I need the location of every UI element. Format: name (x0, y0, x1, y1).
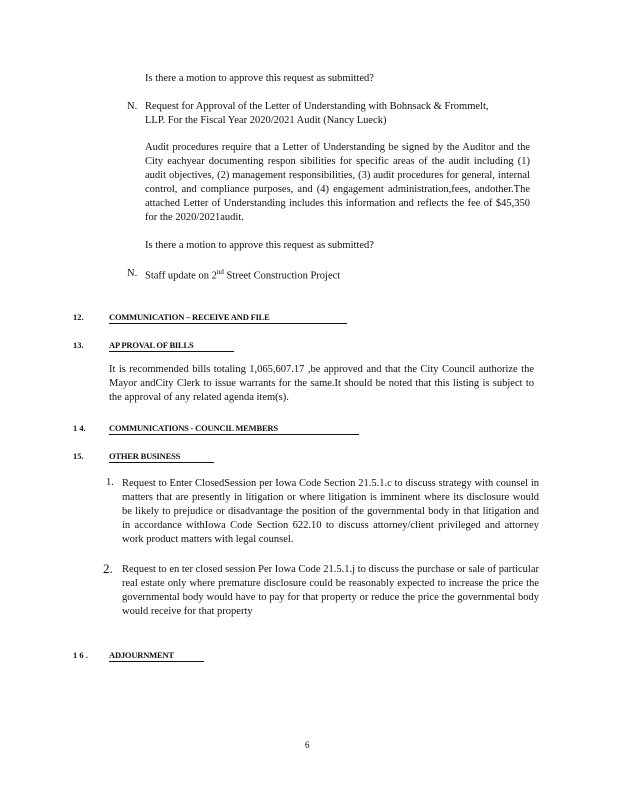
section-16-number: 1 6 . (73, 650, 88, 660)
motion-question-1: Is there a motion to approve this request as submitted? (145, 73, 374, 84)
section-13-body: It is recommended bills totaling 1,065,607.17 ,be approved and that the City Council authorize the Mayor andCity Clerk to issue warrants for the same.It should be noted that this listing is subject to the approval of any related agenda item(s). (109, 364, 534, 403)
item-n-letter: N. (127, 101, 138, 112)
page-number: 6 (305, 740, 310, 750)
section-14-title: COMMUNICATIONS - COUNCIL MEMBERS (109, 423, 359, 435)
item-n2-text-b: Street Construction Project (223, 270, 341, 282)
section-13-title: AP PROVAL OF BILLS (109, 340, 234, 352)
motion-question-2: Is there a motion to approve this request as submitted? (145, 240, 374, 251)
section-14-number: 1 4. (73, 423, 86, 433)
item-n-title-line1: Request for Approval of the Letter of Understanding with Bohnsack & Frommelt, (145, 101, 489, 112)
section-15-number: 15. (73, 451, 84, 461)
section-16-title: ADJOURNMENT (109, 650, 204, 662)
item-n-title-line2: LLP. For the Fiscal Year 2020/2021 Audit (Nancy Lueck) (145, 115, 387, 126)
other-business-item-1-text: Request to Enter ClosedSession per Iowa Code Section 21.5.1.c to discuss strategy with counsel in matters that are presently in litigation or where litigation is imminent where its disclosure would be likely to prejudice or disadvantage the position of the governmental body in that litigation and in accordance withIowa Code Section 622.10 to discuss attorney/client privileged and attorney work product matters with legal counsel. (122, 478, 539, 545)
item-n2-letter: N. (127, 268, 138, 279)
item-n2-text (145, 268, 340, 282)
item-n-body: Audit procedures require that a Letter of Understanding be signed by the Auditor and the City eachyear documenting respon sibilities for specific areas of the audit including (1) audit objectives, (2) management responsibilities, (3) audit procedures for general, internal control, and compliance purposes, and (4) engagement administration,fees, andother.The attached Letter of Understanding includes this information and reflects the fee of $45,350 for the 2020/2021audit. (145, 142, 530, 223)
section-12-title: COMMUNICATION – RECEIVE AND FILE (109, 312, 347, 324)
other-business-item-2-number: 2. (103, 561, 113, 576)
section-13-number: 13. (73, 340, 84, 350)
section-12-number: 12. (73, 312, 84, 322)
other-business-item-1-number: 1. (106, 477, 114, 488)
section-15-title: OTHER BUSINESS (109, 451, 214, 463)
other-business-item-2-text: Request to en ter closed session Per Iowa Code 21.5.1.j to discuss the purchase or sale of particular real estate only where premature disclosure could be reasonably expected to increase the price the governmental body would have to pay for that property or reduce the price the governmental body would receive for that property (122, 564, 539, 617)
item-n2-text-a: Staff update on 2 (145, 270, 217, 282)
item-n2-superscript: nd (216, 268, 224, 276)
